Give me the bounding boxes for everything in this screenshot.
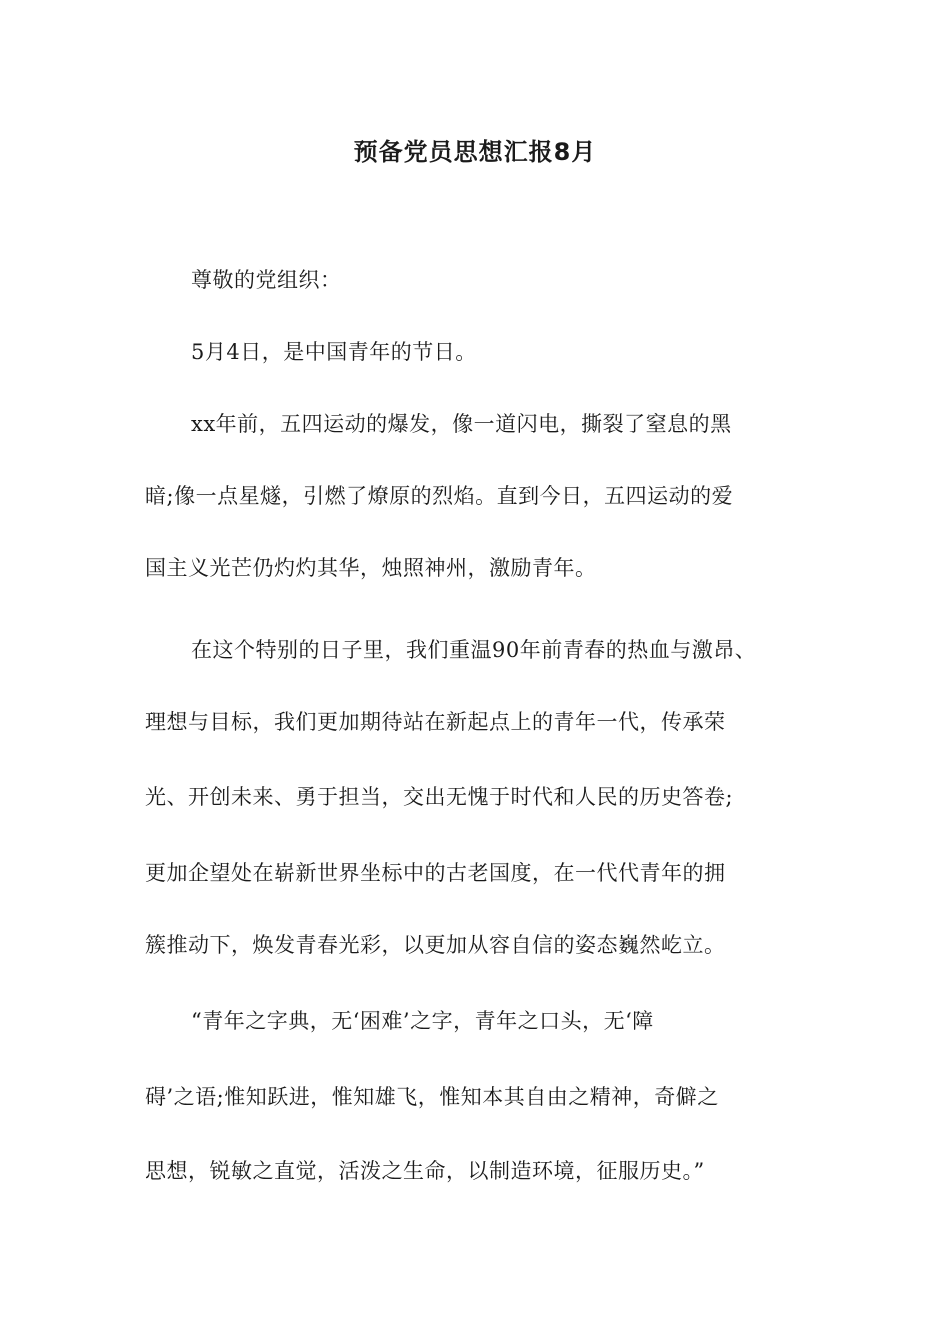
paragraph-line: xx年前，五四运动的爆发，像一道闪电，撕裂了窒息的黑 xyxy=(191,412,732,436)
paragraph-line: 理想与目标，我们更加期待站在新起点上的青年一代，传承荣 xyxy=(145,710,726,734)
paragraph-line: 簇推动下，焕发青春光彩，以更加从容自信的姿态巍然屹立。 xyxy=(145,933,726,957)
paragraph-line: 在这个特别的日子里，我们重温90年前青春的热血与激昂、 xyxy=(191,638,757,662)
document-title: 预备党员思想汇报8月 xyxy=(353,138,597,166)
paragraph-line: 暗;像一点星燧，引燃了燎原的烈焰。直到今日，五四运动的爱 xyxy=(145,484,734,508)
paragraph-line: 光、开创未来、勇于担当，交出无愧于时代和人民的历史答卷; xyxy=(145,785,734,809)
paragraph-line: 思想，锐敏之直觉，活泼之生命，以制造环境，征服历史。” xyxy=(145,1159,705,1183)
paragraph-line: 国主义光芒仍灼灼其华，烛照神州，激励青年。 xyxy=(145,556,597,580)
paragraph-line: 5月4日，是中国青年的节日。 xyxy=(191,340,477,364)
paragraph-line: 碍’之语;惟知跃进，惟知雄飞，惟知本其自由之精神，奇僻之 xyxy=(145,1085,719,1109)
paragraph-line: “青年之字典，无‘困难’之字，青年之口头，无‘障 xyxy=(191,1009,654,1033)
paragraph-line: 更加企望处在崭新世界坐标中的古老国度，在一代代青年的拥 xyxy=(145,861,726,885)
salutation: 尊敬的党组织： xyxy=(191,268,342,292)
